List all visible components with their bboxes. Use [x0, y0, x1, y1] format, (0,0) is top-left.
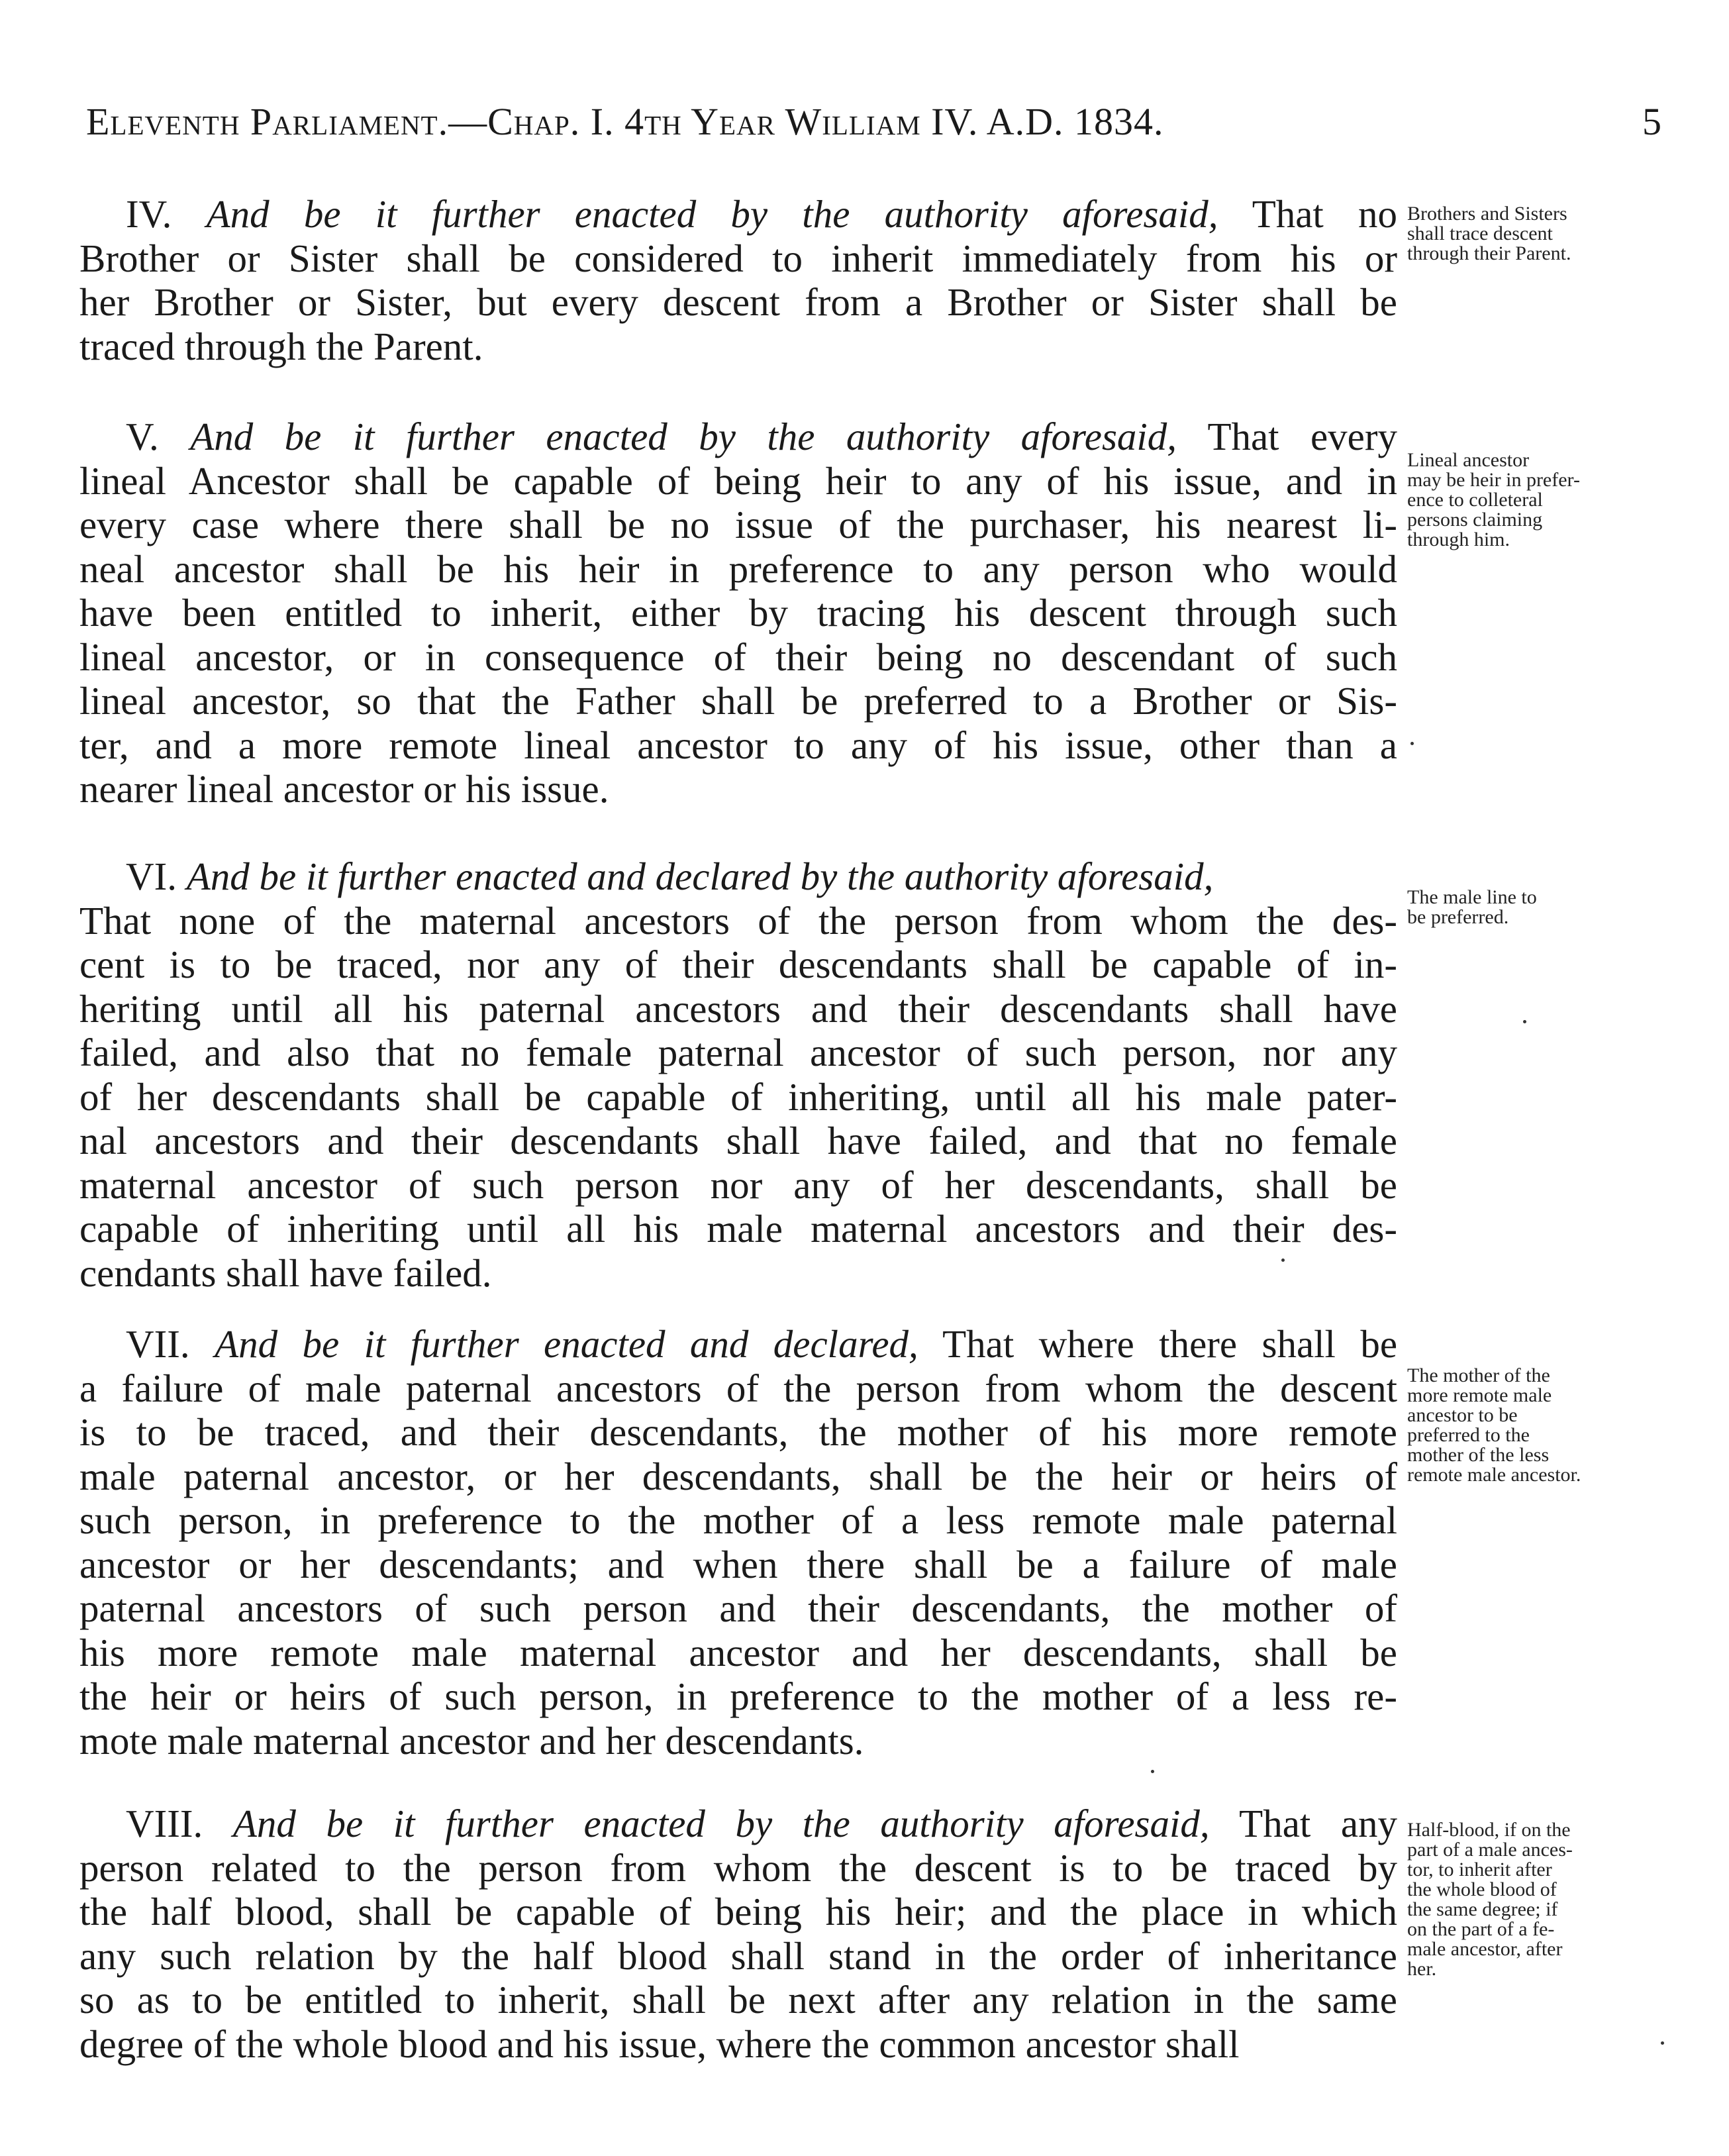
margin-note-line: male ancestor, after	[1407, 1938, 1563, 1960]
section-v	[79, 415, 1397, 811]
section-line: any such relation by the half blood shall stand in the order of inheritance	[79, 1933, 1397, 1978]
margin-note-line: ence to colleteral	[1407, 489, 1543, 511]
section-enacting-clause: And be it further enacted by the authority aforesaid,	[190, 415, 1177, 458]
section-line	[79, 1802, 1397, 1846]
section-number: VII.	[126, 1322, 190, 1366]
section-line: traced through the Parent.	[79, 324, 483, 368]
section-line: cendants shall have failed.	[79, 1251, 492, 1295]
section-line: his more remote male maternal ancestor and her descendants, shall be	[79, 1630, 1397, 1674]
section-line: have been entitled to inherit, either by tracing his descent through such	[79, 591, 1397, 635]
section-line-text: That every	[1207, 415, 1398, 458]
margin-note-viii	[1407, 1820, 1665, 1979]
margin-note-line: on the part of a fe-	[1407, 1918, 1555, 1940]
section-viii	[79, 1802, 1397, 2066]
margin-note-vi	[1407, 888, 1665, 927]
margin-note-line: the whole blood of	[1407, 1878, 1557, 1900]
margin-note-line: The male line to	[1407, 886, 1537, 908]
section-line: male paternal ancestor, or her descendants, shall be the heir or heirs of	[79, 1454, 1397, 1498]
scan-speck	[1523, 1020, 1526, 1023]
scan-speck	[1410, 742, 1414, 745]
section-line: degree of the whole blood and his issue, where the common ancestor shall	[79, 2022, 1240, 2066]
margin-note-line: through him.	[1407, 529, 1510, 550]
section-line: the half blood, shall be capable of being his heir; and the place in which	[79, 1890, 1397, 1933]
scan-speck	[1661, 2041, 1664, 2045]
margin-note-line: Brothers and Sisters	[1407, 203, 1567, 225]
section-line: her Brother or Sister, but every descent from a Brother or Sister shall be	[79, 280, 1397, 324]
section-number: V.	[126, 415, 159, 458]
section-line: is to be traced, and their descendants, the mother of his more remote	[79, 1410, 1397, 1454]
margin-note-line: The mother of the	[1407, 1364, 1550, 1386]
scan-speck	[1281, 1258, 1285, 1262]
section-line: Brother or Sister shall be considered to inherit immediately from his or	[79, 236, 1397, 280]
margin-note-vii	[1407, 1366, 1665, 1485]
section-enacting-clause: And be it further enacted by the authority aforesaid,	[232, 1802, 1210, 1845]
margin-note-line: preferred to the	[1407, 1424, 1530, 1446]
margin-note-line: be preferred.	[1407, 906, 1509, 928]
margin-note-line: tor, to inherit after	[1407, 1859, 1552, 1880]
section-line: lineal ancestor, so that the Father shall be preferred to a Brother or Sis-	[79, 679, 1397, 723]
section-line: ter, and a more remote lineal ancestor to any of his issue, other than a	[79, 723, 1397, 767]
margin-note-line: Lineal ancestor	[1407, 449, 1530, 471]
margin-note-line: remote male ancestor.	[1407, 1464, 1581, 1486]
section-iv	[79, 192, 1397, 368]
section-enacting-clause: And be it further enacted and declared by the authority aforesaid,	[186, 854, 1214, 898]
section-number: IV.	[126, 192, 172, 236]
section-line: nearer lineal ancestor or his issue.	[79, 767, 609, 811]
margin-note-v	[1407, 450, 1665, 550]
section-line: such person, in preference to the mother of a less remote male paternal	[79, 1498, 1397, 1542]
section-line: a failure of male paternal ancestors of the person from whom the descent	[79, 1366, 1397, 1410]
margin-note-line: may be heir in prefer-	[1407, 469, 1580, 491]
section-line: nal ancestors and their descendants shall have failed, and that no female	[79, 1119, 1397, 1162]
section-line-text: That where there shall be	[942, 1322, 1398, 1366]
margin-note-line: Half-blood, if on the	[1407, 1819, 1571, 1841]
section-line: heriting until all his paternal ancestors and their descendants shall have	[79, 986, 1397, 1031]
section-line: maternal ancestor of such person nor any of her descendants, shall be	[79, 1162, 1397, 1207]
margin-note-line: mother of the less	[1407, 1444, 1550, 1466]
margin-note-line: persons claiming	[1407, 509, 1543, 531]
section-line-text: That any	[1239, 1802, 1398, 1845]
page-number: 5	[1642, 100, 1662, 143]
margin-note-line: part of a male ances-	[1407, 1839, 1573, 1861]
section-line: lineal ancestor, or in consequence of their being no descendant of such	[79, 635, 1397, 679]
header-title: Eleventh Parliament.—Chap. I. 4th Year William IV. A.D. 1834.	[86, 100, 1164, 143]
margin-note-line: shall trace descent	[1407, 223, 1553, 244]
section-line: cent is to be traced, nor any of their descendants shall be capable of in-	[79, 943, 1397, 986]
section-line: so as to be entitled to inherit, shall be next after any relation in the same	[79, 1978, 1397, 2022]
section-line: failed, and also that no female paternal ancestor of such person, nor any	[79, 1031, 1397, 1074]
section-line: capable of inheriting until all his male maternal ancestors and their des-	[79, 1207, 1397, 1251]
section-line	[79, 854, 1397, 899]
section-line: paternal ancestors of such person and their descendants, the mother of	[79, 1586, 1397, 1630]
section-number: VIII.	[126, 1802, 203, 1845]
section-line	[79, 1322, 1397, 1366]
margin-note-line: her.	[1407, 1958, 1437, 1980]
section-number: VI.	[126, 854, 177, 898]
section-line: mote male maternal ancestor and her descendants.	[79, 1718, 864, 1763]
margin-note-line: through their Parent.	[1407, 242, 1571, 264]
margin-note-line: the same degree; if	[1407, 1898, 1558, 1920]
section-vi	[79, 854, 1397, 1295]
section-line: lineal Ancestor shall be capable of being heir to any of his issue, and in	[79, 458, 1397, 503]
scan-speck	[1151, 1770, 1154, 1773]
section-line: neal ancestor shall be his heir in preference to any person who would	[79, 546, 1397, 591]
section-line: That none of the maternal ancestors of the person from whom the des-	[79, 898, 1397, 943]
section-enacting-clause: And be it further enacted and declared,	[215, 1322, 918, 1366]
section-line-text: That no	[1252, 192, 1398, 236]
margin-note-iv	[1407, 204, 1665, 264]
section-line: ancestor or her descendants; and when there shall be a failure of male	[79, 1542, 1397, 1586]
section-line	[79, 415, 1397, 459]
section-line	[79, 192, 1397, 236]
margin-note-line: more remote male	[1407, 1384, 1552, 1406]
section-line: every case where there shall be no issue of the purchaser, his nearest li-	[79, 503, 1397, 546]
section-vii	[79, 1322, 1397, 1763]
margin-note-line: ancestor to be	[1407, 1404, 1518, 1426]
running-header	[86, 99, 1662, 159]
section-enacting-clause: And be it further enacted by the authority aforesaid,	[206, 192, 1218, 236]
section-line: person related to the person from whom the descent is to be traced by	[79, 1845, 1397, 1890]
section-line: the heir or heirs of such person, in preference to the mother of a less re-	[79, 1674, 1397, 1718]
section-line: of her descendants shall be capable of inheriting, until all his male pater-	[79, 1074, 1397, 1119]
